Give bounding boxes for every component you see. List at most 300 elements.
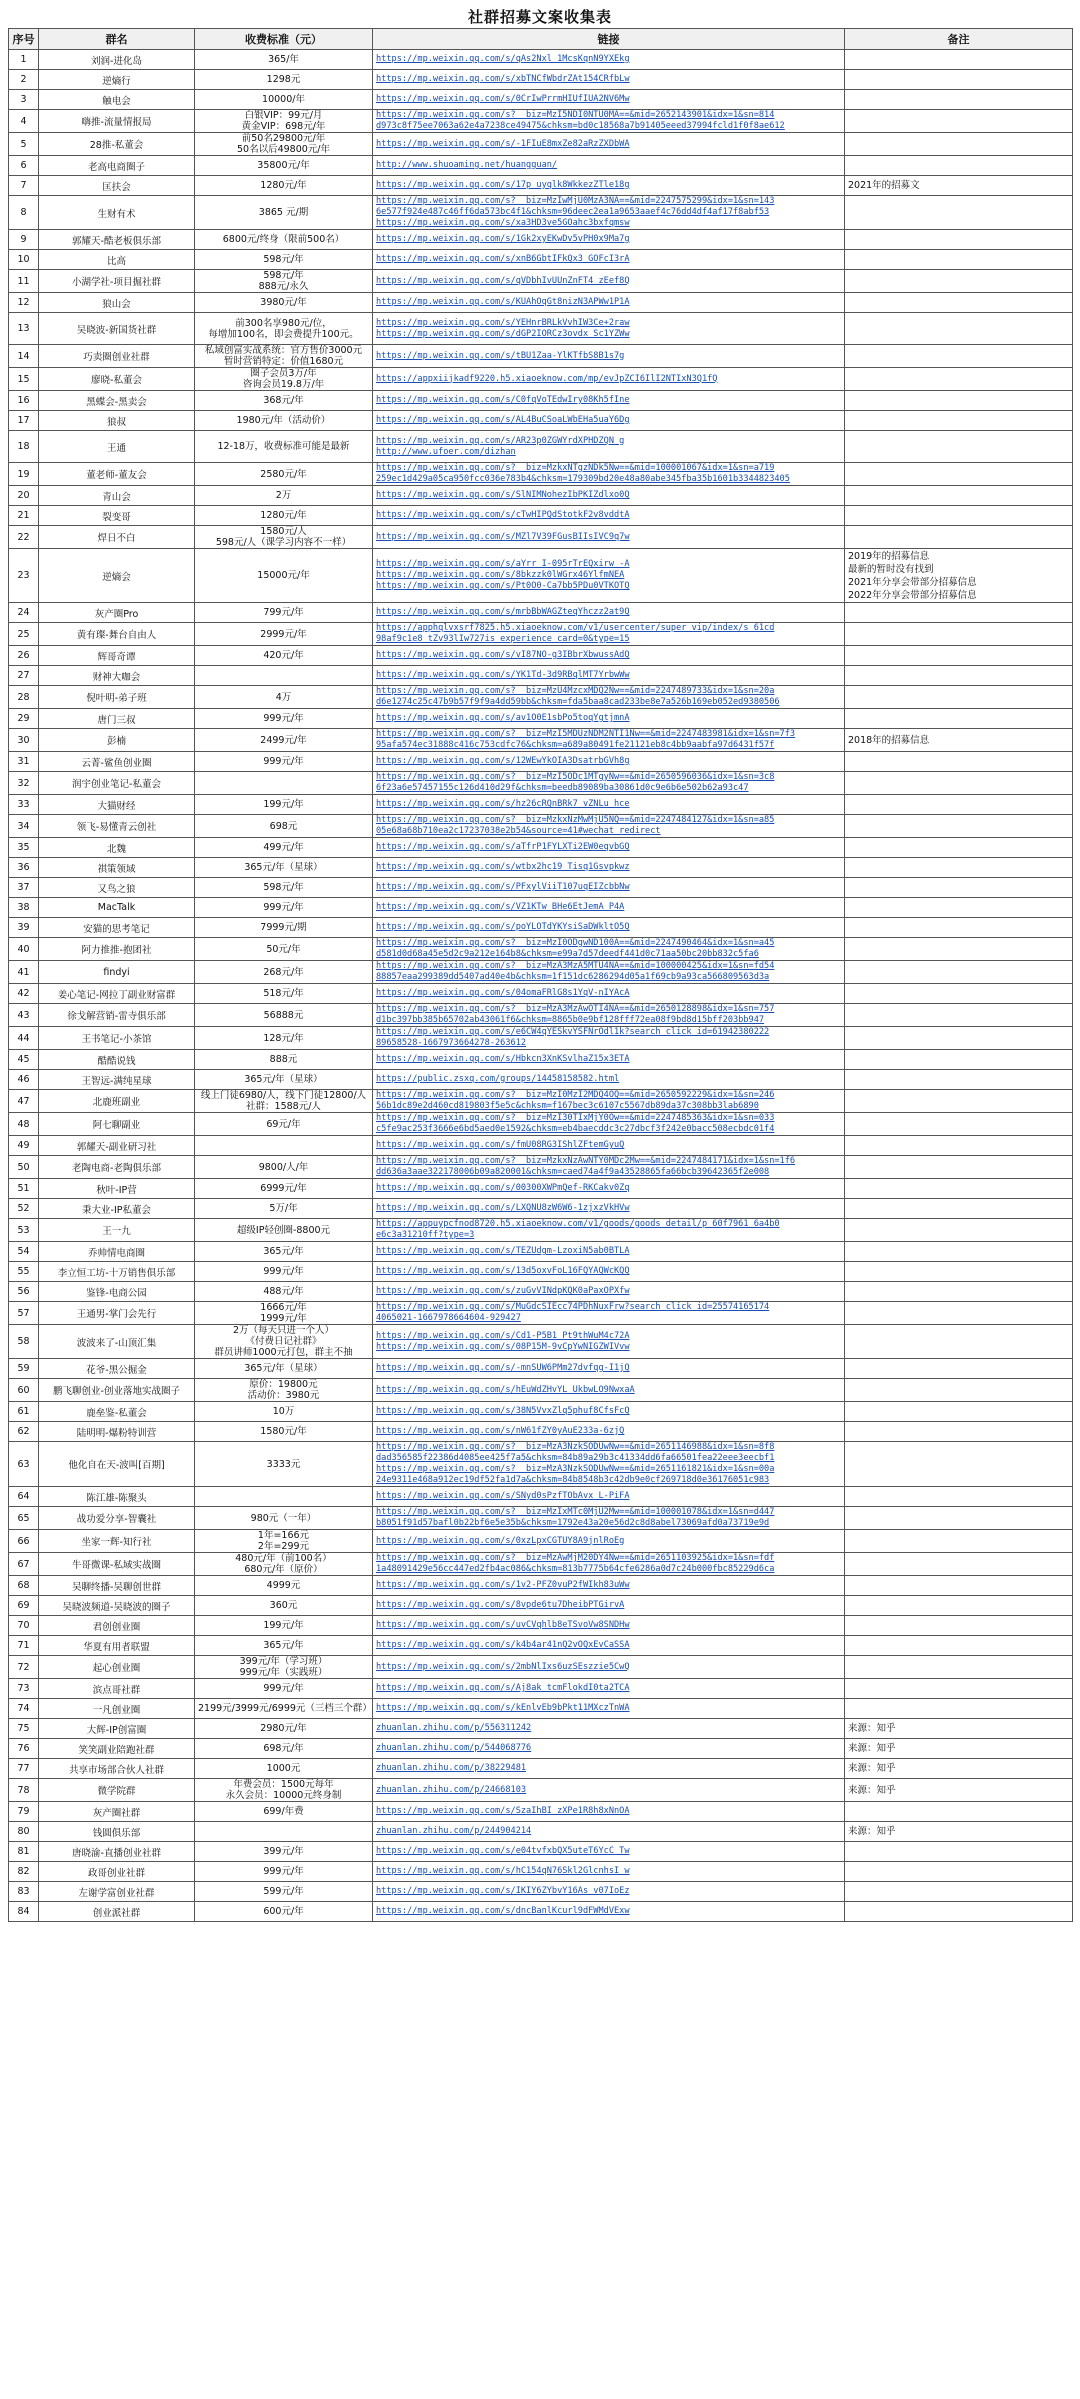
note-text: 最新的暂时没有找到 [848, 563, 934, 575]
link[interactable]: https://mp.weixin.qq.com/s/qAs2Nxl_1McsKqnN9YXEkg [376, 54, 630, 64]
table-row [9, 1902, 1073, 1922]
link[interactable]: zhuanlan.zhihu.com/p/244904214 [376, 1826, 532, 1836]
table-row [9, 1402, 1073, 1422]
fee-text: 128元/年 [263, 1032, 304, 1044]
link[interactable]: https://mp.weixin.qq.com/s/Cd1-P5B1_Pt9thWuM4c72A [376, 1330, 630, 1341]
link[interactable]: https://mp.weixin.qq.com/s?__biz=MzkxNzAwNTY0MDc2Mw==&mid=2247484171&idx=1&sn=1f6 [376, 1156, 796, 1166]
note-cell [845, 270, 1073, 293]
link[interactable]: d1bc397bb385b65702ab43061f6&chksm=8865b0e9bf128fff72ea08f9bd8d15bff203bb947 [376, 1015, 765, 1025]
link[interactable]: https://mp.weixin.qq.com/s/xnB6GbtIFkQx3_GOFcI3rA [376, 254, 630, 264]
fee-cell [195, 549, 373, 603]
table-row [9, 795, 1073, 815]
table-row [9, 1302, 1073, 1325]
fee-text: 1666元/年 [260, 1302, 307, 1313]
link[interactable]: https://mp.weixin.qq.com/s?__biz=MzAwMjM20DY4Nw==&mid=2651103925&idx=1&sn=fdf [376, 1553, 775, 1563]
fee-text: 15000元/年 [257, 570, 310, 581]
fee-cell [195, 623, 373, 646]
fee-text: 1000元 [266, 1763, 301, 1774]
link[interactable]: https://mp.weixin.qq.com/s?__biz=MzIwMjU0MzA3NA==&mid=2247575299&idx=1&sn=143 [376, 196, 775, 206]
link[interactable]: https://mp.weixin.qq.com/s/aYrr_I-095rTrEQxirw_-A [376, 559, 630, 569]
link[interactable]: https://mp.weixin.qq.com/s?__biz=MzI30TIxMjY0Ow==&mid=2247485363&idx=1&sn=033 [376, 1113, 775, 1123]
group-name: 生财有术 [39, 196, 195, 230]
row-index: 26 [9, 646, 39, 666]
note-cell [845, 110, 1073, 133]
fee-cell [195, 1862, 373, 1882]
group-name: 创业派社群 [39, 1902, 195, 1922]
note-cell [845, 345, 1073, 368]
table-row [9, 345, 1073, 368]
fee-cell [195, 1442, 373, 1487]
row-index: 35 [9, 838, 39, 858]
link[interactable]: https://mp.weixin.qq.com/s/kEnlvEb9bPkt11MXczTnWA [376, 1703, 630, 1713]
link[interactable]: https://mp.weixin.qq.com/s/04omaFRlG8s1YqV-nIYAcA [376, 988, 630, 998]
fee-cell [195, 1802, 373, 1822]
link[interactable]: https://mp.weixin.qq.com/s/-mnSUW6PMm27dvfqg-I1jQ [376, 1363, 630, 1373]
group-name: 阿七聊副业 [39, 1113, 195, 1136]
link[interactable]: https://mp.weixin.qq.com/s/YK1Td-3d9RBqlMT7YrbwWw [376, 670, 630, 680]
note-cell [845, 431, 1073, 463]
link[interactable]: https://mp.weixin.qq.com/s/1v2-PFZ0vuP2fWIkh83uWw [376, 1580, 630, 1590]
fee-cell [195, 1402, 373, 1422]
note-cell [845, 1862, 1073, 1882]
table-row [9, 898, 1073, 918]
fee-text: 999元/年 [263, 756, 304, 767]
link[interactable]: https://mp.weixin.qq.com/s/Aj8ak_tcmFlokdI0ta2TCA [376, 1683, 630, 1693]
note-cell [845, 1113, 1073, 1136]
table-row [9, 391, 1073, 411]
link[interactable]: https://mp.weixin.qq.com/s/TEZUdgm-LzoxiN5ab0BTLA [376, 1246, 630, 1256]
link[interactable]: https://mp.weixin.qq.com/s?__biz=MzI0ODgwND100A==&mid=2247490464&idx=1&sn=a45 [376, 938, 775, 948]
fee-cell [195, 709, 373, 729]
row-index: 37 [9, 878, 39, 898]
row-index: 58 [9, 1325, 39, 1359]
link[interactable]: https://mp.weixin.qq.com/s/vI87NO-g3IBbrXbwussAdQ [376, 650, 630, 660]
fee-cell [195, 1325, 373, 1359]
link[interactable]: 24e9311e468a912ec19df52fa1d7a&chksm=84b8548b3c42db9e0cf269718d0e36176051c983 [376, 1475, 770, 1485]
link[interactable]: https://mp.weixin.qq.com/s/hC154qN76Skl2GlcnhsI_w [376, 1866, 630, 1876]
link[interactable]: https://mp.weixin.qq.com/s/0CrIwPrrmHIUfIUA2NV6Mw [376, 94, 630, 104]
fee-cell [195, 1359, 373, 1379]
table-row [9, 752, 1073, 772]
row-index: 39 [9, 918, 39, 938]
link[interactable]: https://mp.weixin.qq.com/s/zuGvVINdpKQK0aPaxOPXfw [376, 1286, 630, 1296]
link[interactable]: https://mp.weixin.qq.com/s/1Gk2xyEKwDv5vPH0x9Ma7g [376, 234, 630, 244]
group-name: findyi [39, 961, 195, 984]
row-index: 31 [9, 752, 39, 772]
note-cell [845, 293, 1073, 313]
link-cell [373, 1802, 845, 1822]
note-cell [845, 1070, 1073, 1090]
link[interactable]: https://mp.weixin.qq.com/s/YEHnrBRLkVvhIW3Ce+2raw [376, 317, 630, 328]
link[interactable]: https://mp.weixin.qq.com/s/2mbNlIxs6uzSEszzie5CwQ [376, 1661, 630, 1672]
fee-cell [195, 1262, 373, 1282]
link-cell [373, 709, 845, 729]
fee-text: 2580元/年 [260, 468, 307, 480]
fee-text: 《付费日记社群》 [245, 1336, 322, 1347]
link[interactable]: https://mp.weixin.qq.com/s/SlNIMNohezIbPKIZdlxo0Q [376, 490, 630, 500]
fee-cell [195, 1136, 373, 1156]
note-cell [845, 1656, 1073, 1679]
link[interactable]: zhuanlan.zhihu.com/p/544068776 [376, 1743, 532, 1753]
fee-text: 1280元/年 [260, 180, 307, 191]
note-cell [845, 1422, 1073, 1442]
fee-text: 888元/永久 [258, 281, 309, 292]
fee-text: 600元/年 [263, 1906, 304, 1917]
link[interactable]: https://mp.weixin.qq.com/s/Pt0O0-Ca7bb5PDu0VTKOTQ [376, 581, 630, 591]
note-cell [845, 772, 1073, 795]
fee-cell [195, 815, 373, 838]
fee-text: 2199元/3999元/6999元（三档三个群） [198, 1703, 372, 1714]
link[interactable]: https://mp.weixin.qq.com/s/Hbkcn3XnKSvlhaZ15x3ETA [376, 1054, 630, 1064]
table-row [9, 368, 1073, 391]
fee-text: 999元/年（实践班） [239, 1667, 328, 1678]
link[interactable]: 6f23a6e57457155c126d410d29f&chksm=beedb89089ba30861d0c9e6b6e502b62a93c47 [376, 783, 749, 793]
group-name: 财神大咖会 [39, 666, 195, 686]
link-cell [373, 526, 845, 549]
group-name: 比高 [39, 250, 195, 270]
fee-text: 10000/年 [262, 94, 305, 105]
link[interactable]: https://mp.weixin.qq.com/s/VZ1KTw_BHe6EtJemA_P4A [376, 902, 625, 912]
row-index: 45 [9, 1050, 39, 1070]
fee-cell [195, 506, 373, 526]
group-name: 巧卖圈创业社群 [39, 345, 195, 368]
row-index: 81 [9, 1842, 39, 1862]
link[interactable]: https://mp.weixin.qq.com/s/17p_uyqlk8WkkezZTle18g [376, 180, 630, 190]
table-row [9, 1442, 1073, 1487]
link[interactable]: https://mp.weixin.qq.com/s/poYLOTdYKYsiSaDWkltO5Q [376, 922, 630, 932]
fee-cell [195, 918, 373, 938]
link[interactable]: https://mp.weixin.qq.com/s?__biz=MzA3NzkSODUwNw==&mid=2651161821&idx=1&sn=00a [376, 1464, 775, 1474]
link[interactable]: https://mp.weixin.qq.com/s?__biz=MzI0MzI2MDQ4OQ==&mid=2650592229&idx=1&sn=246 [376, 1090, 775, 1100]
link[interactable]: https://mp.weixin.qq.com/s/SNyd0sPzfTObAvx_L-PiFA [376, 1491, 630, 1501]
link[interactable]: https://mp.weixin.qq.com/s?__biz=MzI5ODc1MTgyNw==&mid=2650596036&idx=1&sn=3c8 [376, 772, 775, 782]
link[interactable]: https://mp.weixin.qq.com/s/C0fqVoTEdwIry08Kh5fIne [376, 395, 630, 405]
link[interactable]: https://mp.weixin.qq.com/s/xbTNCfWbdrZAt154CRfbLw [376, 74, 630, 84]
fee-text: 1999元/年 [260, 1313, 307, 1324]
link[interactable]: https://mp.weixin.qq.com/s/08P15M-9vCpYwNIGZWIVvw [376, 1341, 630, 1352]
link-cell [373, 1379, 845, 1402]
note-cell [845, 1759, 1073, 1779]
fee-text: 999元/年 [263, 713, 304, 724]
group-name: 坐家一辉-知行社 [39, 1530, 195, 1553]
row-index: 17 [9, 411, 39, 431]
table-body [9, 50, 1073, 1922]
fee-text: 黄金VIP：698元/年 [241, 121, 326, 132]
row-index: 34 [9, 815, 39, 838]
link[interactable]: https://mp.weixin.qq.com/s/hz26cRQnBRk7_vZNLu_hce [376, 799, 630, 809]
fee-cell [195, 1530, 373, 1553]
table-row [9, 1199, 1073, 1219]
link[interactable]: https://mp.weixin.qq.com/s/k4b4ar41nQ2vOQxEvCaSSA [376, 1640, 630, 1650]
link[interactable]: https://mp.weixin.qq.com/s/KUAhOqGt8nizN3APWw1P1A [376, 297, 630, 307]
row-index: 32 [9, 772, 39, 795]
table-row [9, 938, 1073, 961]
link[interactable]: https://mp.weixin.qq.com/s?__biz=MzI5NDI0NTU0MA==&mid=2652143901&idx=1&sn=814 [376, 110, 775, 120]
fee-text: 圈子会员3万/年 [250, 368, 317, 379]
link[interactable]: https://public.zsxq.com/groups/14458158582.html [376, 1074, 620, 1084]
link[interactable]: https://appuypcfnod8720.h5.xiaoeknow.com/v1/goods/goods_detail/p_60f7961 6a4b0 [376, 1219, 780, 1229]
link[interactable]: https://mp.weixin.qq.com/s/xa3HD3ve5GOahc3bxfqmsw [376, 218, 630, 228]
table-row [9, 506, 1073, 526]
fee-text: 999元/年 [263, 1683, 304, 1694]
link[interactable]: 56b1dc89e2d460cd819803f5e5c&chksm=f167bec3c6107c5567db89da37c308bb3lab6890 [376, 1101, 759, 1111]
table-row [9, 1759, 1073, 1779]
link-cell [373, 1442, 845, 1487]
fee-cell [195, 270, 373, 293]
link[interactable]: http://www.shuoaming.net/huangguan/ [376, 160, 558, 170]
link[interactable]: 259ec1d429a05ca950fcc036e783b4&chksm=179309bd20e48a80abe345fba35b1601b3344823405 [376, 474, 790, 484]
link[interactable]: 95afa574ec31888c416c753cdfc76&chksm=a689a80491fe21121eb8c4bb9aabfa97d6431f57f [376, 740, 775, 750]
fee-text: 白银VIP：99元/月 [244, 110, 323, 121]
group-name: 倪叶明-弟子班 [39, 686, 195, 709]
table-row [9, 1004, 1073, 1027]
link[interactable]: https://mp.weixin.qq.com/s?__biz=MzA3MzA5MTU4NA==&mid=100000425&idx=1&sn=fd54 [376, 961, 775, 971]
link[interactable]: https://mp.weixin.qq.com/s?__biz=MzA3MzAwOTI4NA==&mid=2650128898&idx=1&sn=757 [376, 1004, 775, 1014]
note-cell [845, 1302, 1073, 1325]
link-cell [373, 1402, 845, 1422]
fee-text: 598元/年 [263, 270, 304, 281]
fee-text: 10万 [272, 1406, 295, 1417]
link[interactable]: zhuanlan.zhihu.com/p/24668103 [376, 1784, 527, 1795]
link[interactable]: https://mp.weixin.qq.com/s?__biz=MzA3NzkSODUwNw==&mid=2651146988&idx=1&sn=8f8 [376, 1442, 775, 1452]
row-index: 61 [9, 1402, 39, 1422]
fee-text: 2万 [275, 490, 292, 501]
group-name: 安猫的思考笔记 [39, 918, 195, 938]
link[interactable]: https://mp.weixin.qq.com/s/0xzLpxCGTUY8A9jnlRoEg [376, 1535, 625, 1546]
note-cell [845, 1027, 1073, 1050]
link[interactable]: 1a48091429e56cc447ed2fb4ac086&chksm=813b7775b64cfe6286a0d7c24b000fbc85229d6ca [376, 1564, 775, 1574]
link-cell [373, 506, 845, 526]
group-name: 北魏 [39, 838, 195, 858]
link[interactable]: https://mp.weixin.qq.com/s/8bkzzk0lWGrx46YlfmNEA [376, 570, 625, 580]
fee-text: 1280元/年 [260, 510, 307, 521]
fee-cell [195, 752, 373, 772]
link[interactable]: https://mp.weixin.qq.com/s?__biz=MzkxNTgzNDk5Nw==&mid=100001067&idx=1&sn=a719 [376, 463, 775, 473]
fee-cell [195, 1219, 373, 1242]
group-name: 王智远-满纯星球 [39, 1070, 195, 1090]
link[interactable]: https://mp.weixin.qq.com/s/MZl7V39FGusBIIsIVC9q7w [376, 531, 630, 542]
fee-text: 518元/年 [263, 988, 304, 999]
link[interactable]: https://mp.weixin.qq.com/s?__biz=MzIxMTc0MjU2Mw==&mid=100001078&idx=1&sn=d447 [376, 1507, 775, 1517]
fee-cell [195, 313, 373, 345]
link[interactable]: https://mp.weixin.qq.com/s/e6CW4qYESkvYSFNrOdl1k?search_click_id=61942380222 [376, 1027, 770, 1037]
note-cell [845, 90, 1073, 110]
link[interactable]: https://mp.weixin.qq.com/s/13d5oxvFoL16FQYAQWcKQQ [376, 1266, 630, 1276]
link[interactable]: https://mp.weixin.qq.com/s/SzaIhBI_zXPe1R8h8xNnOA [376, 1806, 630, 1816]
table-row [9, 1656, 1073, 1679]
link[interactable]: 4065021-1667978664604-929427 [376, 1313, 521, 1323]
link[interactable]: c5fe9ac253f3666e6bd5aed0e1592&chksm=eb4baecddc3c27dbcf3f242e0bacc508ecbdc01f4 [376, 1124, 775, 1134]
note-cell [845, 391, 1073, 411]
link[interactable]: https://mp.weixin.qq.com/s/AR23p0ZGWYrdXPHDZQN_g [376, 435, 625, 446]
link[interactable]: https://mp.weixin.qq.com/s/IKIY6ZYbvY16As_v07IoEz [376, 1886, 630, 1896]
link[interactable]: https://mp.weixin.qq.com/s/8vpde6tu7DheibPTGirvA [376, 1600, 625, 1610]
note-cell [845, 1242, 1073, 1262]
group-name: 唐门三叔 [39, 709, 195, 729]
table-row [9, 1282, 1073, 1302]
note-cell [845, 176, 1073, 196]
group-name: 共享市场部合伙人社群 [39, 1759, 195, 1779]
link[interactable]: https://mp.weixin.qq.com/s/MuGdcSIEcc74PDhNuxFrw?search_click_id=25574165174 [376, 1302, 770, 1312]
link-cell [373, 1179, 845, 1199]
fee-text: 365元/年 [263, 1640, 304, 1651]
link[interactable]: https://mp.weixin.qq.com/s/tBU1Zaa-YlKTfbS8B1s7g [376, 350, 625, 361]
link[interactable]: https://mp.weixin.qq.com/s/av1O0E1sbPo5toqYgtjmnA [376, 713, 630, 723]
link[interactable]: d973c8f75ee7063a62e4a7238ce49475&chksm=bd0c18568a7b91405eeed37994fcld1f0f8ae612 [376, 121, 785, 131]
fee-cell [195, 838, 373, 858]
row-index: 65 [9, 1507, 39, 1530]
link-cell [373, 1596, 845, 1616]
fee-text: 69元/年 [266, 1118, 301, 1130]
link-cell [373, 70, 845, 90]
link[interactable]: https://mp.weixin.qq.com/s/fmU08RG3IShlZFtemGyuQ [376, 1140, 625, 1150]
note-cell [845, 1004, 1073, 1027]
fee-cell [195, 391, 373, 411]
link[interactable]: https://mp.weixin.qq.com/s/AL4BuCSoaLWbEHa5uaY6Dg [376, 415, 630, 425]
fee-cell [195, 1507, 373, 1530]
fee-cell [195, 1822, 373, 1842]
link[interactable]: https://mp.weixin.qq.com/s/12WEwYkOIA3DsatrbGVh8g [376, 756, 630, 766]
link[interactable]: https://mp.weixin.qq.com/s/PFxylViiT107uqEIZcbbNw [376, 882, 630, 892]
table-row [9, 1379, 1073, 1402]
link-cell [373, 50, 845, 70]
table-row [9, 1113, 1073, 1136]
link[interactable]: https://mp.weixin.qq.com/s/dncBanlKcurl9dFWMdVExw [376, 1906, 630, 1916]
link-cell [373, 1325, 845, 1359]
link-cell [373, 1027, 845, 1050]
table-row [9, 411, 1073, 431]
fee-cell [195, 411, 373, 431]
link[interactable]: https://mp.weixin.qq.com/s/uvCVqhlb8eTSvoVw8SNDHw [376, 1620, 630, 1630]
row-index: 82 [9, 1862, 39, 1882]
row-index: 27 [9, 666, 39, 686]
link[interactable]: https://mp.weixin.qq.com/s/LXQNU8zW6W6-1zjxzVkHVw [376, 1203, 630, 1213]
link-cell [373, 1739, 845, 1759]
note-cell [845, 133, 1073, 156]
note-text: 2021年的招募文 [848, 180, 920, 191]
link[interactable]: https://apphqlvxsrf7825.h5.xiaoeknow.com/v1/usercenter/super_vip/index/s_61cd [376, 623, 775, 633]
fee-text: 698元 [269, 820, 298, 832]
link[interactable]: d581d0d68a45e5d2c9a212e164b8&chksm=e99a7d57deedf441d0c71aa50bc20bb832c5fa6 [376, 949, 759, 959]
note-cell [845, 1219, 1073, 1242]
link-cell [373, 391, 845, 411]
row-index: 19 [9, 463, 39, 486]
fee-text: 799元/年 [263, 607, 304, 618]
group-name: 匡扶会 [39, 176, 195, 196]
link-cell [373, 1487, 845, 1507]
link[interactable]: https://mp.weixin.qq.com/s?__biz=MzU4MzcxMDQ2Nw==&mid=2247489733&idx=1&sn=20a [376, 686, 775, 696]
row-index: 73 [9, 1679, 39, 1699]
link[interactable]: https://mp.weixin.qq.com/s/cTwHIPQdStotkF2v8vddtA [376, 510, 630, 520]
link[interactable]: https://mp.weixin.qq.com/s/hEuWdZHvYL_UkbwLO9NwxaA [376, 1384, 635, 1395]
group-name: 触电会 [39, 90, 195, 110]
link[interactable]: 98af9c1e8_tZv93lIw727is_experience_card=0&type=15 [376, 634, 630, 644]
group-name: 郭耀天-酷老板俱乐部 [39, 230, 195, 250]
row-index: 8 [9, 196, 39, 230]
link[interactable]: 89658528-1667973664278-263612 [376, 1038, 527, 1048]
link[interactable]: https://mp.weixin.qq.com/s?__biz=MzI5MDUzNDM2NTI1Nw==&mid=2247483981&idx=1&sn=7f3 [376, 729, 796, 739]
table-row [9, 838, 1073, 858]
link[interactable]: https://mp.weixin.qq.com/s/00300XWPmQef-RKCakv0Zq [376, 1183, 630, 1193]
row-index: 42 [9, 984, 39, 1004]
link[interactable]: https://mp.weixin.qq.com/s/wtbx2hc19_Tisq1Gsvpkwz [376, 862, 630, 872]
link[interactable]: 6e577f924e487c46ff6da573bc4f1&chksm=96deec2ea1a9653aaef4c76dd4df4af17f8abf53 [376, 207, 770, 217]
link-cell [373, 1616, 845, 1636]
fee-text: 365元/年（星球） [244, 862, 323, 873]
link[interactable]: https://mp.weixin.qq.com/s?__biz=MzkxNzMwMjU5NQ==&mid=2247484127&idx=1&sn=a85 [376, 815, 775, 825]
link[interactable]: zhuanlan.zhihu.com/p/38229481 [376, 1763, 527, 1773]
table-row [9, 1027, 1073, 1050]
fee-text: 前50名29800元/年 [241, 133, 326, 144]
table-row [9, 858, 1073, 878]
link[interactable]: https://mp.weixin.qq.com/s/nW61fZY0yAuE233a-6zjQ [376, 1426, 625, 1436]
note-cell [845, 1199, 1073, 1219]
group-name: 波波来了-山顶汇集 [39, 1325, 195, 1359]
group-name: 王一九 [39, 1219, 195, 1242]
link[interactable]: dd636a3aae322178006b09a820001&chksm=caed74a4f9a43528865fa66bcb39642365f2e008 [376, 1167, 770, 1177]
link[interactable]: https://mp.weixin.qq.com/s/e04tvfxbQX5uteT6YcC_Tw [376, 1846, 630, 1856]
link-cell [373, 196, 845, 230]
group-name: 裂变哥 [39, 506, 195, 526]
link[interactable]: https://mp.weixin.qq.com/s/dGP2IORCz3ovdx_Sc1YZWw [376, 328, 630, 339]
row-index: 24 [9, 603, 39, 623]
row-index: 16 [9, 391, 39, 411]
link-cell [373, 1882, 845, 1902]
link[interactable]: https://mp.weixin.qq.com/s/-1FIuE8mxZe82aRzZXDbWA [376, 138, 630, 149]
fee-text: 999元/年 [263, 1866, 304, 1877]
fee-text: 12-18万，收费标准可能是最新 [217, 441, 350, 452]
note-text: 来源：知乎 [848, 1723, 896, 1734]
row-index: 11 [9, 270, 39, 293]
link-cell [373, 133, 845, 156]
group-name: 笑笑副业陪跑社群 [39, 1739, 195, 1759]
link[interactable]: d6e1274c25c47b9b57f9f9a4dd59bb&chksm=fda5baa8cad233be8e7a526b169eb052ed9380506 [376, 697, 780, 707]
fee-text: 1980元/年（活动价） [236, 415, 331, 426]
link[interactable]: https://appxiijkadf9220.h5.xiaoeknow.com/mp/evJpZCI6IlI2NTIxN3Q1fQ [376, 373, 718, 384]
link[interactable]: https://mp.weixin.qq.com/s/mrbBbWAGZteqYhczz2at9Q [376, 607, 630, 617]
link-cell [373, 1262, 845, 1282]
link-cell [373, 623, 845, 646]
group-name: MacTalk [39, 898, 195, 918]
fee-cell [195, 1699, 373, 1719]
group-name: 吴晓波-新国货社群 [39, 313, 195, 345]
fee-cell [195, 90, 373, 110]
link[interactable]: https://mp.weixin.qq.com/s/aTfrP1FYLXTi2EW0eqvbGQ [376, 842, 630, 852]
link[interactable]: http://www.ufoer.com/dizhan [376, 446, 516, 457]
link-cell [373, 1862, 845, 1882]
link[interactable]: e6c3a31210ff?type=3 [376, 1230, 475, 1240]
link[interactable]: 05e68a68b710ea2c17237038e2b54&source=41#wechat_redirect [376, 826, 661, 836]
table-row [9, 984, 1073, 1004]
link[interactable]: dad356585f22386d4085ee425f7a5&chksm=84b89a29b3c41334dd6fa66501fea22eee3eecbf1 [376, 1453, 775, 1463]
fee-text: 598元/年 [263, 254, 304, 265]
note-cell [845, 1136, 1073, 1156]
row-index: 21 [9, 506, 39, 526]
link[interactable]: 88857eaa299389dd5407ad40e4b&chksm=1f151dc6286294d05a1f69cb9a93ca566809563d3a [376, 972, 770, 982]
link[interactable]: zhuanlan.zhihu.com/p/556311242 [376, 1723, 532, 1733]
group-name: 王通 [39, 431, 195, 463]
group-name: 华夏有用者联盟 [39, 1636, 195, 1656]
note-cell [845, 230, 1073, 250]
link[interactable]: b8051f91d57bafl0b22bf6e5e35b&chksm=1792e43a20e56d2c8d8abel73069afd0a73719e9d [376, 1518, 770, 1528]
group-name: 吴聊终播-吴聊创世群 [39, 1576, 195, 1596]
fee-cell [195, 431, 373, 463]
row-index: 62 [9, 1422, 39, 1442]
row-index: 59 [9, 1359, 39, 1379]
note-cell [845, 313, 1073, 345]
link[interactable]: https://mp.weixin.qq.com/s/qVDbhIvUUnZnFT4_zEef8Q [376, 275, 630, 286]
link[interactable]: https://mp.weixin.qq.com/s/38N5VvxZlq5phuf8CfsFcQ [376, 1406, 630, 1416]
